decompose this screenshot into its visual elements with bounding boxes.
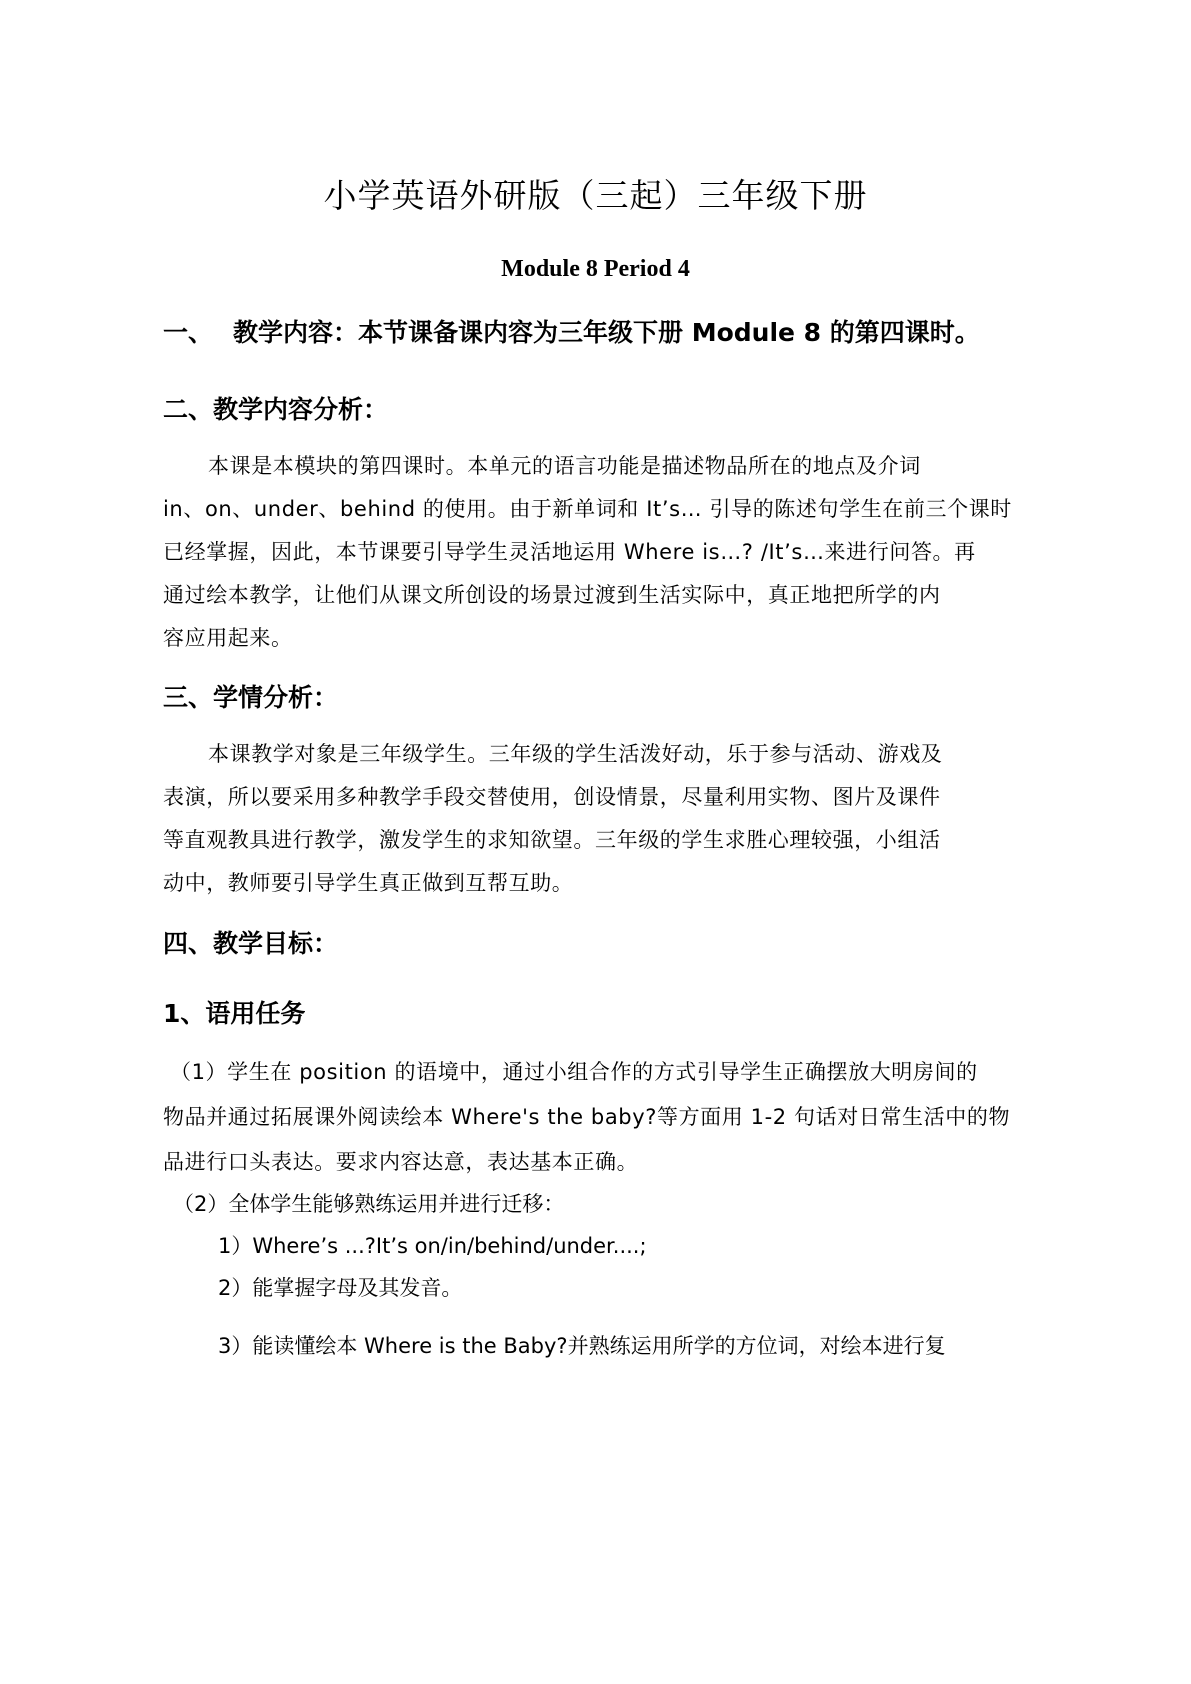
objective-subitem: 2）能掌握字母及其发音。 <box>218 1276 463 1300</box>
section3-line: 本课教学对象是三年级学生。三年级的学生活泼好动，乐于参与活动、游戏及 <box>208 742 943 766</box>
section2-line: 容应用起来。 <box>163 626 293 650</box>
objective-subitem: 1）Where’s ...?It’s on/in/behind/under....; <box>218 1234 647 1258</box>
section3-line: 等直观教具进行教学，激发学生的求知欲望。三年级的学生求胜心理较强，小组活 <box>163 828 941 852</box>
section2-line: 本课是本模块的第四课时。本单元的语言功能是描述物品所在的地点及介词 <box>208 454 921 478</box>
section3-line: 动中，教师要引导学生真正做到互帮互助。 <box>163 871 574 895</box>
section2-line: 通过绘本教学，让他们从课文所创设的场景过渡到生活实际中，真正地把所学的内 <box>163 583 941 607</box>
section4-subheading: 1、语用任务 <box>163 999 306 1028</box>
objective-item-line: 物品并通过拓展课外阅读绘本 Where's the baby?等方面用 1-2 句话对日常生活中的物 <box>163 1105 1011 1129</box>
objective-subitem: 3）能读懂绘本 Where is the Baby?并熟练运用所学的方位词，对绘本进行复 <box>218 1334 946 1358</box>
section4-heading: 四、教学目标： <box>163 929 339 958</box>
section2-heading: 二、教学内容分析： <box>163 395 389 424</box>
document-title: 小学英语外研版（三起）三年级下册 <box>323 176 868 215</box>
section1-heading: 教学内容：本节课备课内容为三年级下册 Module 8 的第四课时。 <box>233 318 980 347</box>
section2-line: 已经掌握，因此，本节课要引导学生灵活地运用 Where is…? /It’s…来进行问答。再 <box>163 540 976 564</box>
objective-item-line: 品进行口头表达。要求内容达意，表达基本正确。 <box>163 1150 639 1174</box>
objective-item-line: （1）学生在 position 的语境中，通过小组合作的方式引导学生正确摆放大明房间的 <box>170 1060 978 1084</box>
objective-item-2: （2）全体学生能够熟练运用并进行迁移： <box>173 1192 565 1216</box>
section1-number: 一、 <box>163 318 214 347</box>
document-subtitle: Module 8 Period 4 <box>501 256 690 282</box>
section3-heading: 三、学情分析： <box>163 683 339 712</box>
section2-line: in、on、under、behind 的使用。由于新单词和 It’s… 引导的陈述句学生在前三个课时 <box>163 497 1012 521</box>
section3-line: 表演，所以要采用多种教学手段交替使用，创设情景，尽量利用实物、图片及课件 <box>163 785 941 809</box>
